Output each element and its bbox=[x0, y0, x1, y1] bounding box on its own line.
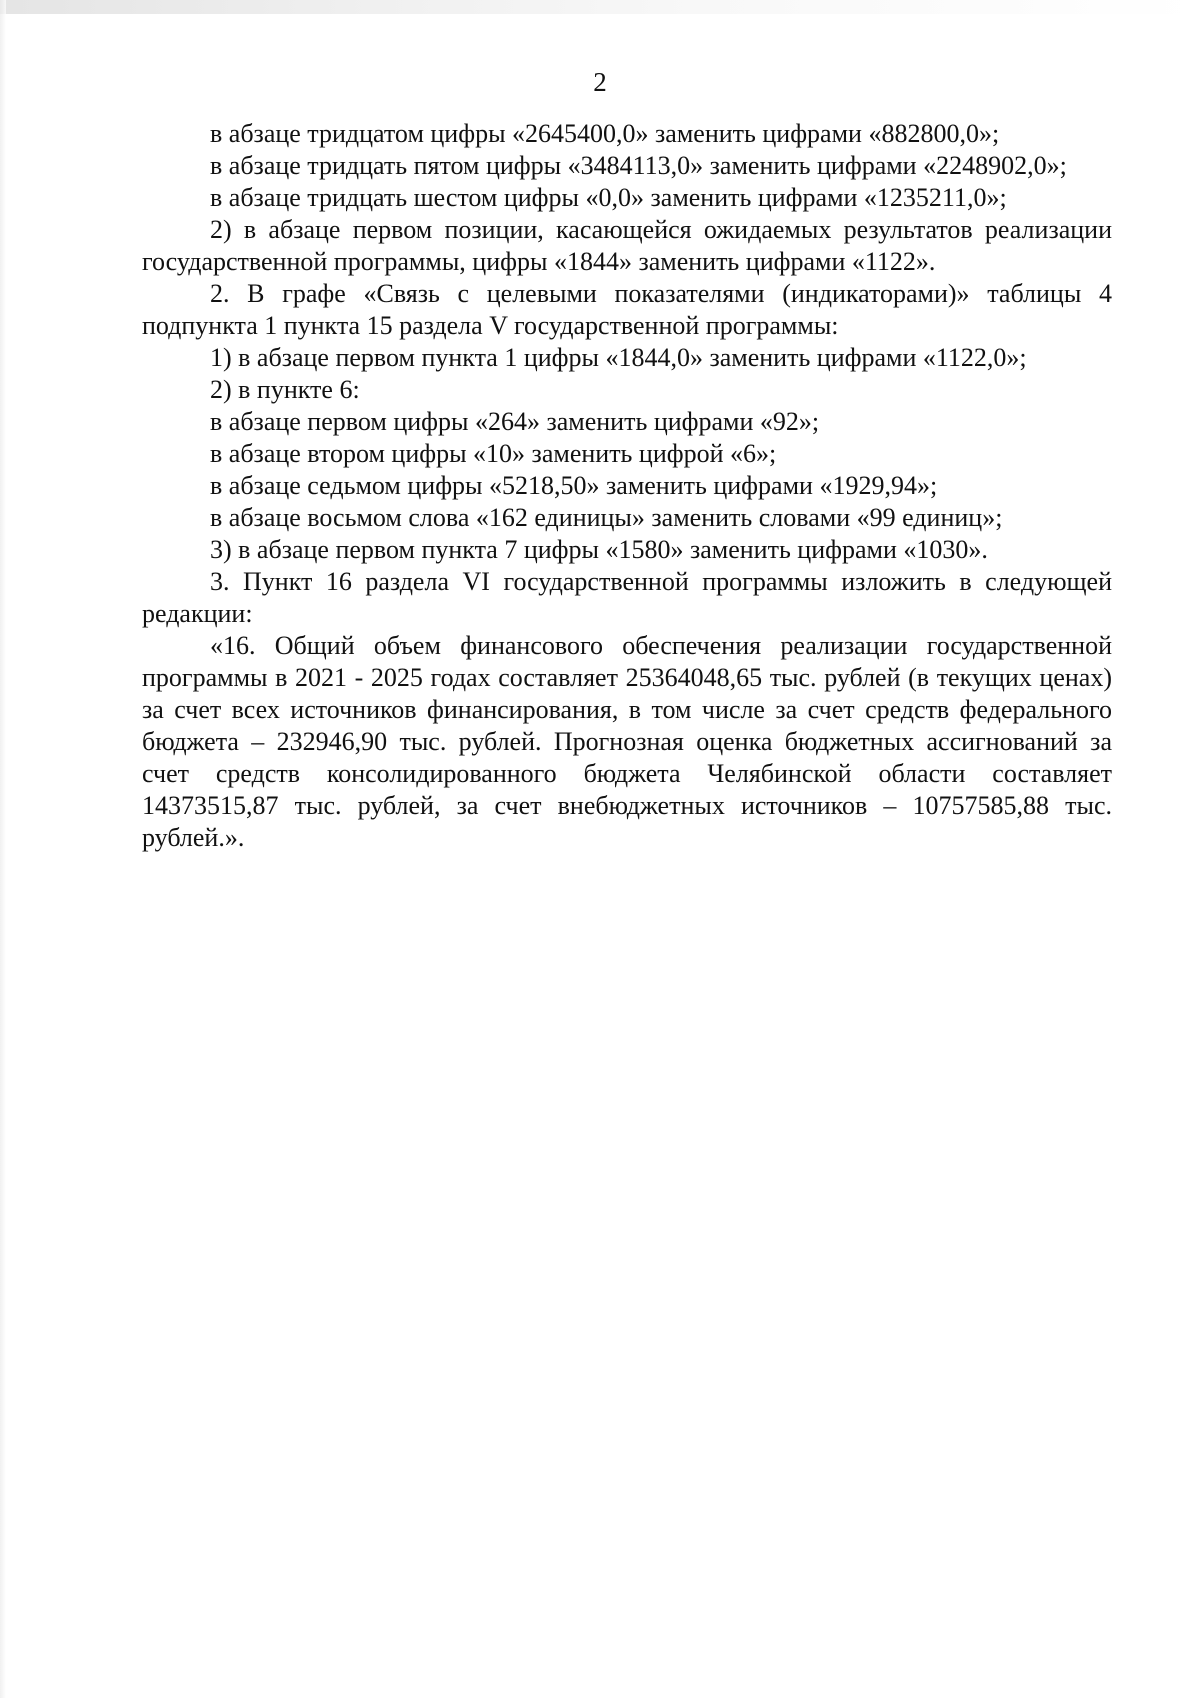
scan-left-shadow bbox=[0, 0, 6, 1698]
paragraph-section-2: 2. В графе «Связь с целевыми показателями (индикаторами)» таблицы 4 подпункта 1 пункта 15 раздела V государственной программы: bbox=[142, 279, 1112, 340]
paragraph-item-16-text: «16. Общий объем финансового обеспечения реализации государственной программы в 2021 - 2025 годах составляет 25364048,65 тыс. рублей (в текущих ценах) за счет всех источников финансирования, в том числе за счет средств федерального бюджета – 232946,90 тыс. рублей. Прогнозная оценка бюджетных ассигнований за счет средств консолидированного бюджета Челябинской области составляет 14373515,87 тыс. рублей, за счет внебюджетных источников – 10757585,88 тыс. рублей.». bbox=[142, 631, 1112, 852]
paragraph-sub-2: 2) в пункте 6: bbox=[210, 375, 360, 404]
document-body bbox=[142, 118, 1112, 854]
paragraph-sub-1: 1) в абзаце первом пункта 1 цифры «1844,0» заменить цифрами «1122,0»; bbox=[210, 343, 1027, 372]
paragraph-section-3: 3. Пункт 16 раздела VI государственной программы изложить в следующей редакции: bbox=[142, 567, 1112, 628]
paragraph-sub-2-seventh: в абзаце седьмом цифры «5218,50» заменить цифрами «1929,94»; bbox=[210, 471, 938, 500]
paragraph-abzac-30: в абзаце тридцатом цифры «2645400,0» заменить цифрами «882800,0»; bbox=[210, 119, 1000, 148]
paragraph-sub-2-second: в абзаце втором цифры «10» заменить цифрой «6»; bbox=[210, 439, 777, 468]
page-number: 2 bbox=[593, 67, 607, 97]
paragraph-sub-2-first: в абзаце первом цифры «264» заменить цифрами «92»; bbox=[210, 407, 820, 436]
paragraph-item-2-results: 2) в абзаце первом позиции, касающейся ожидаемых результатов реализации государственной программы, цифры «1844» заменить цифрами «1122». bbox=[142, 215, 1112, 276]
paragraph-sub-3: 3) в абзаце первом пункта 7 цифры «1580» заменить цифрами «1030». bbox=[210, 535, 988, 564]
paragraph-abzac-35: в абзаце тридцать пятом цифры «3484113,0» заменить цифрами «2248902,0»; bbox=[210, 151, 1067, 180]
paragraph-sub-2-eighth: в абзаце восьмом слова «162 единицы» заменить словами «99 единиц»; bbox=[210, 503, 1003, 532]
paragraph-abzac-36: в абзаце тридцать шестом цифры «0,0» заменить цифрами «1235211,0»; bbox=[210, 183, 1007, 212]
scan-edge-shadow bbox=[0, 0, 1200, 14]
